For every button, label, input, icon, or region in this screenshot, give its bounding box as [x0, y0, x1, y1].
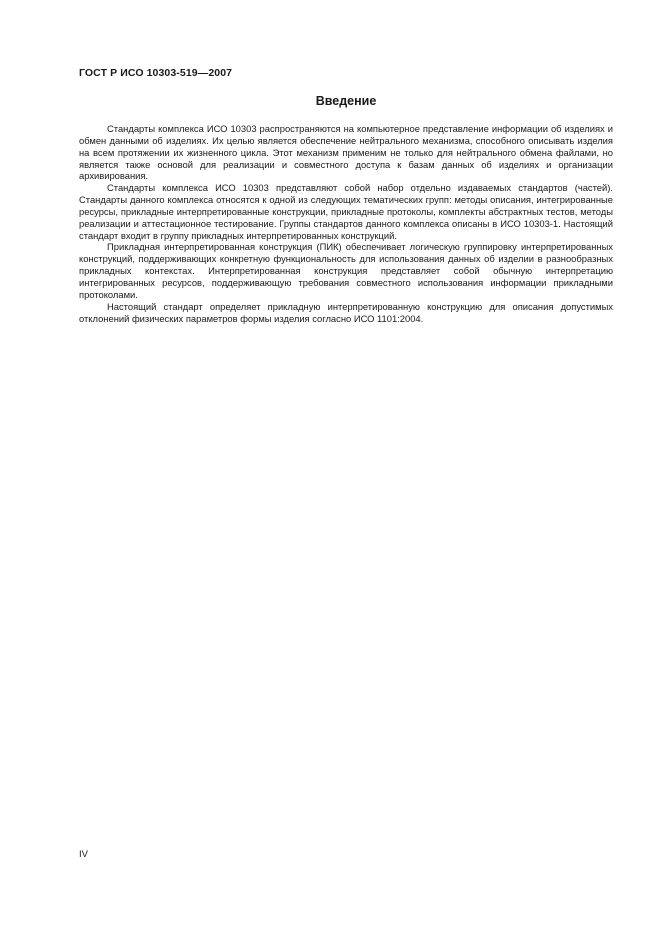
paragraph-4: Настоящий стандарт определяет прикладную интерпретированную конструкцию для описания допустимых отклонений физических параметров формы изделия согласно ИСО 1101:2004.: [79, 300, 613, 324]
paragraph-3: Прикладная интерпретированная конструкция (ПИК) обеспечивает логическую группировку интерпретированных конструкций, поддерживающих конкретную функциональность для использования данных об изделии в разнообразных прикладных контекстах. Интерпретированная конструкция представляет собой обычную интерпретацию интегрированных ресурсов, поддерживающую требования совместного использования информации прикладными протоколами.: [79, 241, 613, 300]
paragraph-2: Стандарты комплекса ИСО 10303 представляют собой набор отдельно издаваемых стандартов (частей). Стандарты данного комплекса относятся к одной из следующих тематических групп: методы описания, интегрированные ресурсы, прикладные интерпретированные конструкции, прикладные протоколы, комплекты абстрактных тестов, методы реализации и аттестационное тестирование. Группы стандартов данного комплекса описаны в ИСО 10303-1. Настоящий стандарт входит в группу прикладных интерпретированных конструкций.: [79, 182, 613, 241]
section-title: Введение: [315, 94, 377, 108]
document-header: ГОСТ Р ИСО 10303-519—2007: [79, 67, 233, 79]
body-text: [79, 123, 613, 324]
page-number: IV: [79, 849, 88, 860]
paragraph-1: Стандарты комплекса ИСО 10303 распространяются на компьютерное представление информации об изделиях и обмен данными об изделиях. Их целью является обеспечение нейтрального механизма, способного описывать изделия на всем протяжении их жизненного цикла. Этот механизм применим не только для нейтрального обмена файлами, но является также основой для реализации и совместного доступа к базам данных об изделиях и организации архивирования.: [79, 123, 613, 182]
